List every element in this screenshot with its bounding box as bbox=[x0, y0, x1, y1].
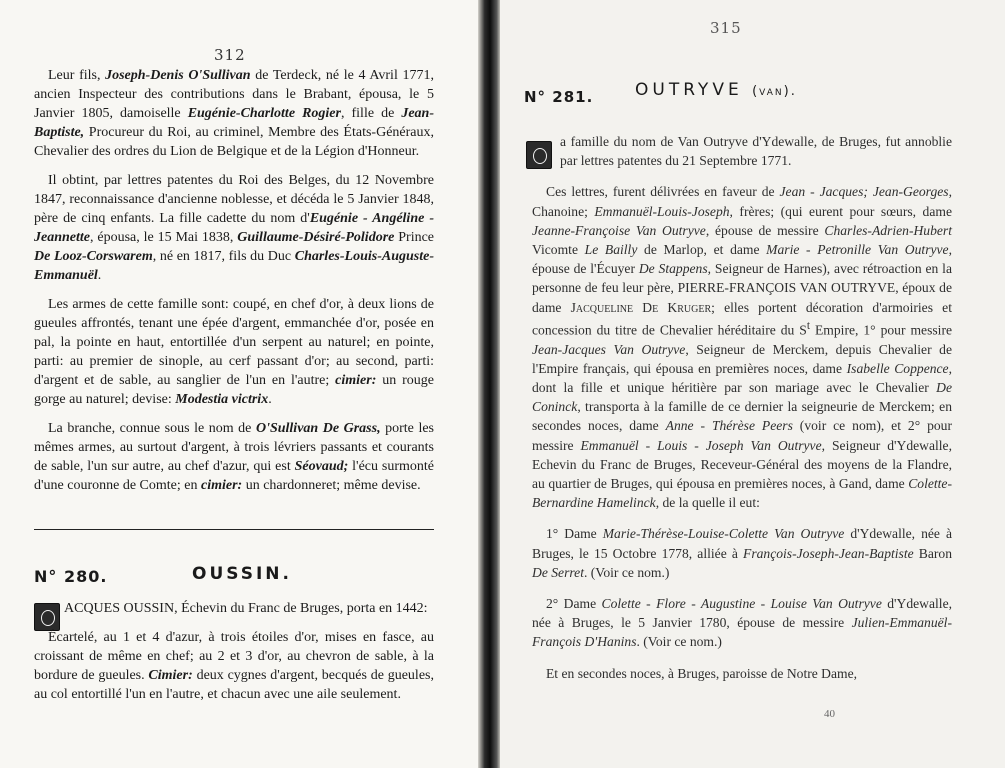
page-number: 315 bbox=[710, 19, 742, 37]
paragraph: Écartelé, au 1 et 4 d'azur, à trois étoiles d'or, mises en fasce, au croissant de même en chef; au 2 et 3 d'or, au chevron de sable, à la bordure de gueules. Cimier: deux cygnes d'argent, becqués de gueules, au col entortillé l'un en l'autre, et chacun avec une aile seulement. bbox=[34, 630, 434, 702]
body-text-bottom bbox=[34, 599, 434, 704]
entry-number: N° 280. bbox=[34, 567, 108, 586]
paragraph: a famille du nom de Van Outryve d'Ydewalle, de Bruges, fut annoblie par lettres patentes du 21 Septembre 1771. bbox=[560, 134, 952, 169]
entry-title: OUTRYVE (van). bbox=[635, 80, 797, 100]
left-page bbox=[0, 0, 478, 768]
paragraph: 1° Dame Marie-Thérèse-Louise-Colette Van Outryve d'Ydewalle, née à Bruges, le 15 Octobre 1778, alliée à François-Joseph-Jean-Baptiste Baron De Serret. (Voir ce nom.) bbox=[532, 526, 953, 580]
section-divider bbox=[34, 529, 434, 530]
paragraph: Les armes de cette famille sont: coupé, en chef d'or, à deux lions de gueules affrontés, tenant une épée d'argent, emmanchée d'or, posée en pal, la pointe en haut, entortillée d'un serpent au naturel; en pointe, parti: au premier de sinople, au cerf passant d'or; au second, parti: d'argent et de sable, au sanglier de l'un en l'autre; cimier: un rouge gorge au naturel; devise: Modestia victrix. bbox=[34, 297, 434, 407]
paragraph: Et en secondes noces, à Bruges, paroisse de Notre Dame, bbox=[546, 665, 858, 681]
page-number: 312 bbox=[214, 46, 246, 64]
paragraph: Ces lettres, furent délivrées en faveur de Jean - Jacques; Jean-Georges, Chanoine; Emmanuël-Louis-Joseph, frères; (qui eurent pour sœurs, dame Jeanne-Françoise Van Outryve, épouse de messire Charles-Adrien-Hubert Vicomte Le Bailly de Marlop, et dame Marie - Petronille Van Outryve, épouse de l'Écuyer De Stappens, Seigneur de Harnes), avec rétroaction en la personne de feu leur père, PIERRE-FRANÇOIS VAN OUTRYVE, époux de dame Jacqueline De Kruger; elles portent décoration d'armoiries et concession du titre de Chevalier héréditaire du $S^t$ Empire, 1° pour messire Jean-Jacques Van Outryve, Seigneur de Merckem, depuis Chevalier de l'Empire français, qui épousa en premières noces, dame Isabelle Coppence, dont la fille et unique héritière par son mariage avec le Chevalier De Coninck, transporta à la famille de ce dernier la seigneurie de Merckem; en secondes noces, dame Anne - Thérèse Peers (voir ce nom), et 2° pour messire Emmanuël - Louis - Joseph Van Outryve, Seigneur d'Ydewalle, Echevin du Franc de Bruges, Receveur-Général des moyens de la Flandre, au quartier de Bruges, qui épousa en premières noces, à Gand, dame Colette-Bernardine Hamelinck, de la quelle il eut: bbox=[532, 184, 953, 511]
body-text-top bbox=[34, 66, 434, 495]
paragraph: ACQUES OUSSIN, Échevin du Franc de Bruges, porta en 1442: bbox=[64, 601, 428, 616]
paragraph: Leur fils, Joseph-Denis O'Sullivan de Terdeck, né le 4 Avril 1771, ancien Inspecteur des contributions dans le Brabant, épousa, le 5 Janvier 1805, damoiselle Eugénie-Charlotte Rogier, fille de Jean-Baptiste, Procureur du Roi, au criminel, Membre des États-Généraux, Chevalier des ordres du Lion de Belgique et de la Légion d'Honneur. bbox=[34, 68, 435, 159]
book-gutter bbox=[478, 0, 500, 768]
body-text bbox=[532, 132, 952, 683]
paragraph: Il obtint, par lettres patentes du Roi des Belges, du 12 Novembre 1847, reconnaissance d'ancienne noblesse, et décéda le 5 Janvier 1848, père de cinq enfants. La fille cadette du nom d'Eugénie - Angéline - Jeannette, épousa, le 15 Mai 1838, Guillaume-Désiré-Polidore Prince De Looz-Corswarem, né en 1817, fils du Duc Charles-Louis-Auguste-Emmanuël. bbox=[34, 173, 435, 283]
signature-mark: 40 bbox=[824, 708, 835, 720]
paragraph: 2° Dame Colette - Flore - Augustine - Louise Van Outryve d'Ydewalle, née à Bruges, le 5 Janvier 1780, épouse de messire Julien-Emmanuël-François D'Hanins. (Voir ce nom.) bbox=[532, 596, 952, 650]
right-page bbox=[500, 0, 1005, 768]
entry-title: OUSSIN. bbox=[192, 564, 292, 584]
paragraph: La branche, connue sous le nom de O'Sullivan De Grass, porte les mêmes armes, au surtout d'argent, à trois lévriers passants et courants de sable, l'un sur autre, au chef d'azur, qui est Séovaud; l'écu surmonté d'une couronne de Comte; en cimier: un chardonneret; même devise. bbox=[34, 421, 434, 493]
entry-number: N° 281. bbox=[524, 88, 594, 106]
